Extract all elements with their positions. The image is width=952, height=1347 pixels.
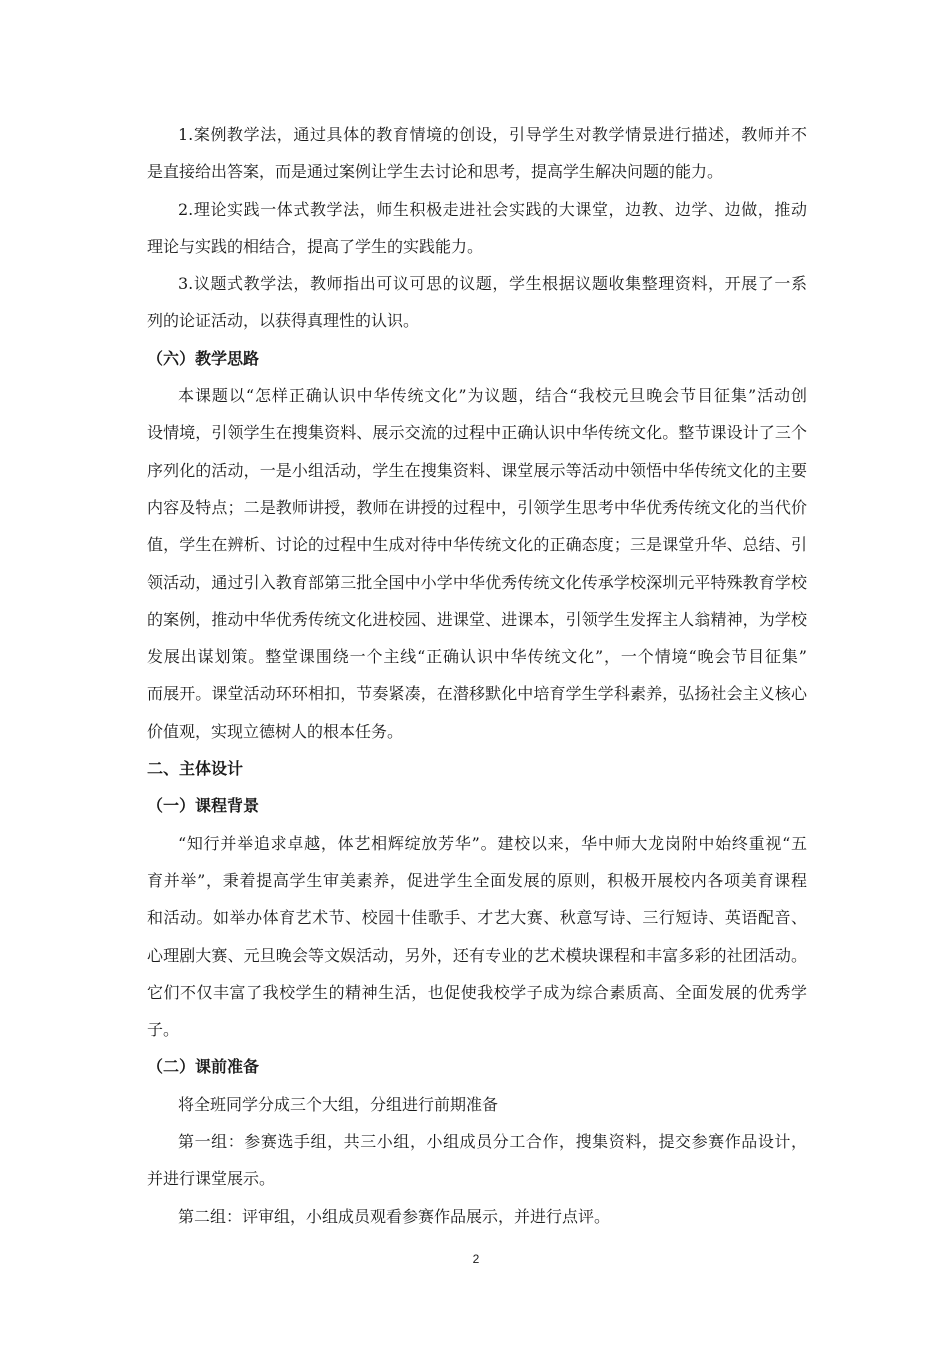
section-heading-course-background: （一）课程背景	[147, 796, 260, 816]
paragraph-line: 理论与实践的相结合，提高了学生的实践能力。	[147, 236, 484, 256]
paragraph-line: 值，学生在辨析、讨论的过程中生成对待中华传统文化的正确态度；三是课堂升华、总结、引	[147, 535, 807, 555]
paragraph-method-2	[147, 191, 807, 266]
paragraph-line: 育并举”，秉着提高学生审美素养，促进学生全面发展的原则，积极开展校内各项美育课程	[147, 870, 807, 890]
paragraph-line: 2.理论实践一体式教学法，师生积极走进社会实践的大课堂，边教、边学、边做，推动	[178, 199, 807, 219]
paragraph-line: 它们不仅丰富了我校学生的精神生活，也促使我校学子成为综合素质高、全面发展的优秀学	[147, 982, 807, 1002]
paragraph-line: 将全班同学分成三个大组，分组进行前期准备	[178, 1094, 499, 1114]
paragraph-method-1	[147, 116, 807, 191]
paragraph-line: 第一组：参赛选手组，共三小组，小组成员分工合作，搜集资料，提交参赛作品设计，	[178, 1132, 807, 1152]
paragraph-line: 是直接给出答案，而是通过案例让学生去讨论和思考，提高学生解决问题的能力。	[147, 162, 724, 182]
paragraph-line: “知行并举追求卓越，体艺相辉绽放芳华”。建校以来，华中师大龙岗附中始终重视“五	[178, 833, 807, 853]
paragraph-line: 心理剧大赛、元旦晚会等文娱活动，另外，还有专业的艺术模块课程和丰富多彩的社团活动。	[147, 945, 807, 965]
paragraph-line: 设情境，引领学生在搜集资料、展示交流的过程中正确认识中华传统文化。整节课设计了三个	[147, 423, 807, 443]
paragraph-prep-intro	[147, 1086, 807, 1123]
paragraph-line: 领活动，通过引入教育部第三批全国中小学中华优秀传统文化传承学校深圳元平特殊教育学校	[147, 572, 807, 592]
paragraph-line: 而展开。课堂活动环环相扣，节奏紧凑，在潜移默化中培育学生学科素养，弘扬社会主义核心	[147, 684, 807, 704]
paragraph-line: 的案例，推动中华优秀传统文化进校园、进课堂、进课本，引领学生发挥主人翁精神，为学校	[147, 609, 807, 629]
paragraph-course-background	[147, 825, 807, 1049]
paragraph-line: 第二组：评审组，小组成员观看参赛作品展示，并进行点评。	[178, 1206, 611, 1226]
paragraph-line: 发展出谋划策。整堂课围绕一个主线“正确认识中华传统文化”，一个情境“晚会节目征集”	[147, 647, 807, 667]
paragraph-line: 本课题以“怎样正确认识中华传统文化”为议题，结合“我校元旦晚会节目征集”活动创	[178, 386, 807, 406]
paragraph-line: 和活动。如举办体育艺术节、校园十佳歌手、才艺大赛、秋意写诗、三行短诗、英语配音、	[147, 908, 807, 928]
paragraph-group-1	[147, 1123, 807, 1198]
page-number: 2	[472, 1252, 480, 1266]
paragraph-group-2	[147, 1198, 807, 1235]
paragraph-line: 列的论证活动，以获得真理性的认识。	[147, 311, 420, 331]
paragraph-teaching-idea	[147, 377, 807, 750]
section-heading-main-design: 二、主体设计	[147, 759, 244, 779]
section-heading-teaching-idea: （六）教学思路	[147, 348, 260, 368]
paragraph-line: 子。	[147, 1020, 180, 1040]
paragraph-line: 并进行课堂展示。	[147, 1169, 276, 1189]
paragraph-line: 序列化的活动，一是小组活动，学生在搜集资料、课堂展示等活动中领悟中华传统文化的主要	[147, 460, 807, 480]
paragraph-line: 1.案例教学法，通过具体的教育情境的创设，引导学生对教学情景进行描述，教师并不	[178, 125, 807, 144]
page-body	[147, 116, 807, 1235]
paragraph-method-3	[147, 265, 807, 340]
paragraph-line: 3.议题式教学法，教师指出可议可思的议题，学生根据议题收集整理资料，开展了一系	[178, 274, 807, 294]
paragraph-line: 价值观，实现立德树人的根本任务。	[147, 721, 404, 741]
section-heading-pre-class-prep: （二）课前准备	[147, 1057, 260, 1077]
paragraph-line: 内容及特点；二是教师讲授，教师在讲授的过程中，引领学生思考中华优秀传统文化的当代价	[147, 497, 807, 517]
